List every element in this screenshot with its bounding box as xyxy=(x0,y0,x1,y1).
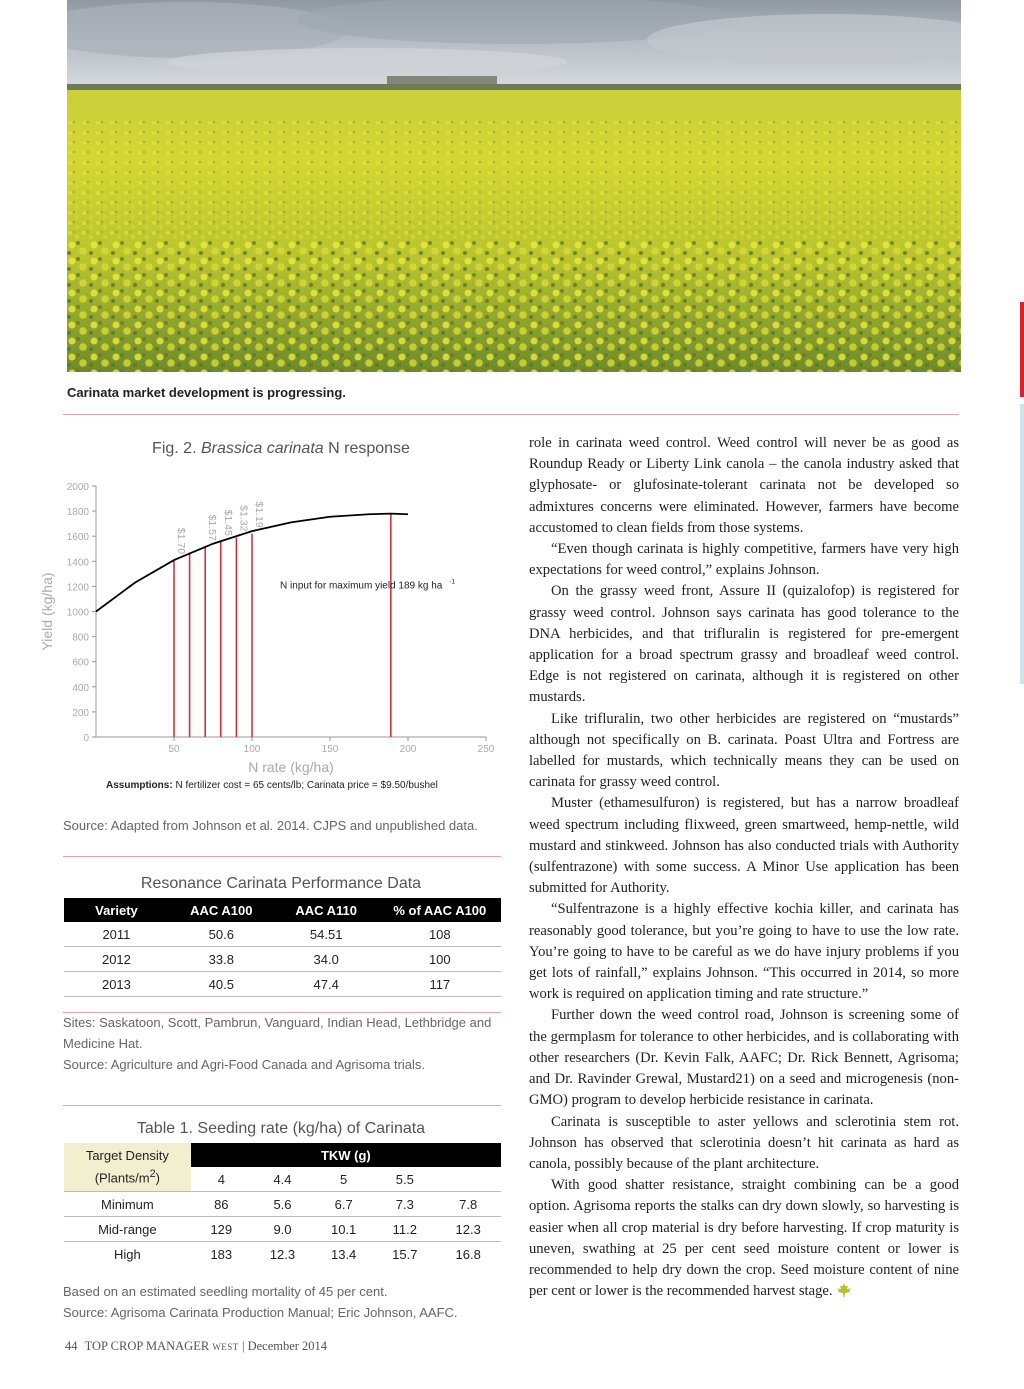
y-tick-label: 2000 xyxy=(66,482,89,493)
table-cell: 7.3 xyxy=(374,1192,435,1217)
table-cell: 5.6 xyxy=(252,1192,313,1217)
resonance-performance-table xyxy=(64,898,501,997)
footer-separator: | xyxy=(241,1339,245,1353)
seeding-header-row xyxy=(64,1143,501,1167)
figure-title-prefix: Fig. 2. xyxy=(152,440,201,457)
price-line-label: $1.19 xyxy=(253,501,265,528)
article-body xyxy=(529,433,959,1302)
header-percent-a100: % of AAC A100 xyxy=(379,898,501,922)
y-tick-label: 200 xyxy=(72,707,89,719)
target-density-header xyxy=(64,1143,191,1192)
table-cell: Minimum xyxy=(64,1192,191,1217)
tkw-value xyxy=(435,1167,501,1192)
x-axis-label: N rate (kg/ha) xyxy=(248,759,334,775)
article-paragraph: role in carinata weed control. Weed control will never be as good as Roundup Ready or Liberty Link canola – the canola industry asked that glyphosate- or glufosinate-tolerant carinata not be developed so admixtures concerns were eliminated. However, farmers have become accustomed to clean fields from those systems. xyxy=(529,435,959,536)
figure-source: Source: Adapted from Johnson et al. 2014. CJPS and unpublished data. xyxy=(63,818,478,833)
table-cell: 15.7 xyxy=(392,1246,418,1262)
tkw-value: 4 xyxy=(191,1167,252,1192)
table-cell: 54.51 xyxy=(274,922,379,947)
price-line-label: $1.70 xyxy=(175,527,187,555)
x-tick-label: 250 xyxy=(477,744,495,755)
table-row xyxy=(64,947,501,972)
magazine-edition: WEST xyxy=(212,1342,239,1352)
y-tick-label: 1800 xyxy=(66,507,89,519)
n-response-chart xyxy=(36,470,506,810)
table-cell: 86 xyxy=(191,1192,252,1217)
table-cell: 10.1 xyxy=(313,1217,374,1242)
table-row xyxy=(64,1192,501,1217)
y-axis-label: Yield (kg/ha) xyxy=(39,572,55,651)
y-tick-label: 400 xyxy=(72,682,89,694)
photo-caption: Carinata market development is progressing. xyxy=(67,385,346,400)
table-cell: 33.8 xyxy=(169,947,274,972)
article-paragraph xyxy=(529,1175,959,1302)
issue-date: December 2014 xyxy=(247,1339,328,1353)
article-paragraph-text: With good shatter resistance, straight combining can be a good option. Agrisoma reports the stalks can dry down slowly, so harvesting is easier when all crop material is dry before harvesting. If crop maturity is uneven, swathing at 25 per cent seed moisture content or lower is recommended to help dry down the crop. Seed moisture content of nine per cent or lower is the recommended harvest stage. xyxy=(529,1177,959,1300)
table-cell: 9.0 xyxy=(252,1217,313,1242)
resonance-sites-note: Sites: Saskatoon, Scott, Pambrun, Vanguard, Indian Head, Lethbridge and Medicine Hat. xyxy=(63,1015,492,1051)
table-row xyxy=(64,1242,501,1267)
figure-divider xyxy=(63,856,501,857)
header-variety: Variety xyxy=(64,898,169,922)
caption-divider xyxy=(63,414,959,415)
article-paragraph: Muster (ethamesulfuron) is registered, but has a narrow broadleaf weed spectrum including flixweed, green smartweed, hemp-nettle, wild mustard and stinkweed. Johnson has also conducted trials with Authority (sulfentrazone) with some success. A Minor Use application has been submitted for Authority. xyxy=(529,795,959,897)
x-tick-label: 150 xyxy=(321,744,339,755)
table-cell: 108 xyxy=(379,922,501,947)
y-tick-label: 1200 xyxy=(66,582,89,594)
seeding-mortality-note: Based on an estimated seedling mortality of 45 per cent. xyxy=(63,1284,388,1299)
table-cell: 129 xyxy=(191,1217,252,1242)
resonance-source-note: Source: Agriculture and Agri-Food Canada and Agrisoma trials. xyxy=(63,1057,426,1072)
page-edge-tab-blue xyxy=(1020,404,1024,684)
x-tick-label: 100 xyxy=(243,744,261,755)
tkw-value: 5.5 xyxy=(374,1167,435,1192)
seeding-divider xyxy=(63,1105,501,1106)
table-cell: 6.7 xyxy=(313,1192,374,1217)
x-tick-label: 200 xyxy=(399,744,417,755)
table-cell: 100 xyxy=(379,947,501,972)
resonance-table-title: Resonance Carinata Performance Data xyxy=(140,875,422,892)
table-cell: 50.6 xyxy=(169,922,274,947)
seeding-table-title: Table 1. Seeding rate (kg/ha) of Carinata xyxy=(136,1120,426,1137)
y-tick-label: 1000 xyxy=(66,607,89,619)
tkw-value: 4.4 xyxy=(252,1167,313,1192)
y-tick-label: 600 xyxy=(72,657,89,669)
maple-leaf-icon xyxy=(836,1283,852,1297)
article-paragraph: “Sulfentrazone is a highly effective kochia killer, and carinata has reasonably good tolerance, but you’re going to have to use the low rate. You’re going to have to be careful as we do have injury problems if you get lots of rainfall,” explains Johnson. “This occurred in 2014, so more work is required on application timing and rate structure.” xyxy=(529,901,959,1003)
table-cell: 47.4 xyxy=(274,972,379,997)
figure-title-species: Brassica carinata xyxy=(200,440,324,457)
table-cell: 117 xyxy=(379,972,501,997)
magazine-name: TOP CROP MANAGER xyxy=(84,1339,210,1353)
article-paragraph: Carinata is susceptible to aster yellows and sclerotinia stem rot. Johnson has observed that sclerotinia doesn’t hit carinata as hard as canola, possibly because of the plant architecture. xyxy=(529,1113,959,1172)
y-tick-label: 0 xyxy=(83,733,89,744)
price-line-label: $1.57 xyxy=(206,514,219,541)
table-cell: 13.4 xyxy=(330,1246,357,1262)
table-row xyxy=(64,1217,501,1242)
table-cell: 2011 xyxy=(64,922,169,947)
table-row xyxy=(64,972,501,997)
table-cell: 12.3 xyxy=(435,1217,501,1242)
resonance-header-row xyxy=(64,898,501,922)
target-density-label: Target Density xyxy=(85,1147,169,1163)
price-line-label: $1.45 xyxy=(221,509,234,536)
y-tick-label: 1400 xyxy=(66,557,89,569)
page-number: 44 xyxy=(65,1339,78,1353)
target-density-unit-end: ) xyxy=(155,1170,160,1186)
y-tick-label: 1600 xyxy=(66,532,89,544)
price-line-label: $1.32 xyxy=(237,505,250,532)
field-photo-image xyxy=(67,0,961,372)
target-density-unit: (Plants/m xyxy=(94,1170,150,1186)
article-paragraph: Further down the weed control road, Johnson is screening some of the germplasm for tolerance to other herbicides, and is collaborating with other researchers (Dr. Kevin Falk, AAFC; Dr. Rick Bennett, Agrisoma; and Dr. Ravinder Grewal, Mustard21) on a seed and microgenesis (non-GMO) program to develop herbicide resistance in carinata. xyxy=(529,1007,959,1109)
assumptions-text: N fertilizer cost = 65 cents/lb; Carinata price = $9.50/bushel xyxy=(172,780,438,791)
x-tick-label: 50 xyxy=(168,744,180,755)
tkw-header: TKW (g) xyxy=(191,1143,501,1167)
table-cell: 7.8 xyxy=(435,1192,501,1217)
table-cell: High xyxy=(113,1246,141,1262)
table-cell: 16.8 xyxy=(455,1246,481,1262)
table-cell: 34.0 xyxy=(274,947,379,972)
tkw-value: 5 xyxy=(313,1167,374,1192)
figure-title-suffix: N response xyxy=(323,440,410,457)
page-edge-tab-red xyxy=(1020,302,1024,397)
header-aac-a110: AAC A110 xyxy=(274,898,379,922)
max-yield-annotation: N input for maximum yield 189 kg ha xyxy=(280,580,443,592)
assumptions-label: Assumptions: xyxy=(106,780,173,791)
table-cell: 11.2 xyxy=(374,1217,435,1242)
article-paragraph: On the grassy weed front, Assure II (quizalofop) is registered for grassy weed control. Johnson says carinata has good tolerance to the DNA herbicides, and that trifluralin is registered for pre-emergent application for a broad spectrum grassy and broadleaf weed control. Edge is not registered on carinata, although it is registered on other mustards. xyxy=(529,583,959,706)
table-cell: 2012 xyxy=(64,947,169,972)
article-paragraph: “Even though carinata is highly competitive, farmers have very high expectations for weed control,” explains Johnson. xyxy=(529,541,959,579)
y-tick-label: 800 xyxy=(72,632,89,644)
seeding-rate-table xyxy=(64,1143,501,1266)
table-cell: 12.3 xyxy=(269,1246,296,1262)
page-footer xyxy=(65,1339,327,1354)
max-yield-annotation-sup: -1 xyxy=(449,578,455,586)
article-paragraph: Like trifluralin, two other herbicides are registered on “mustards” although not specifically on B. carinata. Poast Ultra and Fortress are labelled for mustards, which technically means they can be used on carinata for grassy weed control. xyxy=(529,710,959,791)
figure-title xyxy=(62,440,500,458)
table-cell: 40.5 xyxy=(169,972,274,997)
figure-assumptions xyxy=(106,780,438,791)
target-density-unit-sup: 2 xyxy=(149,1167,156,1180)
seeding-source-note: Source: Agrisoma Carinata Production Manual; Eric Johnson, AAFC. xyxy=(63,1305,458,1320)
table-row xyxy=(64,922,501,947)
table-cell: Mid-range xyxy=(64,1217,191,1242)
table-cell: 183 xyxy=(210,1246,233,1262)
carinata-field-photo xyxy=(67,0,961,372)
table-cell: 2013 xyxy=(64,972,169,997)
header-aac-a100: AAC A100 xyxy=(169,898,274,922)
